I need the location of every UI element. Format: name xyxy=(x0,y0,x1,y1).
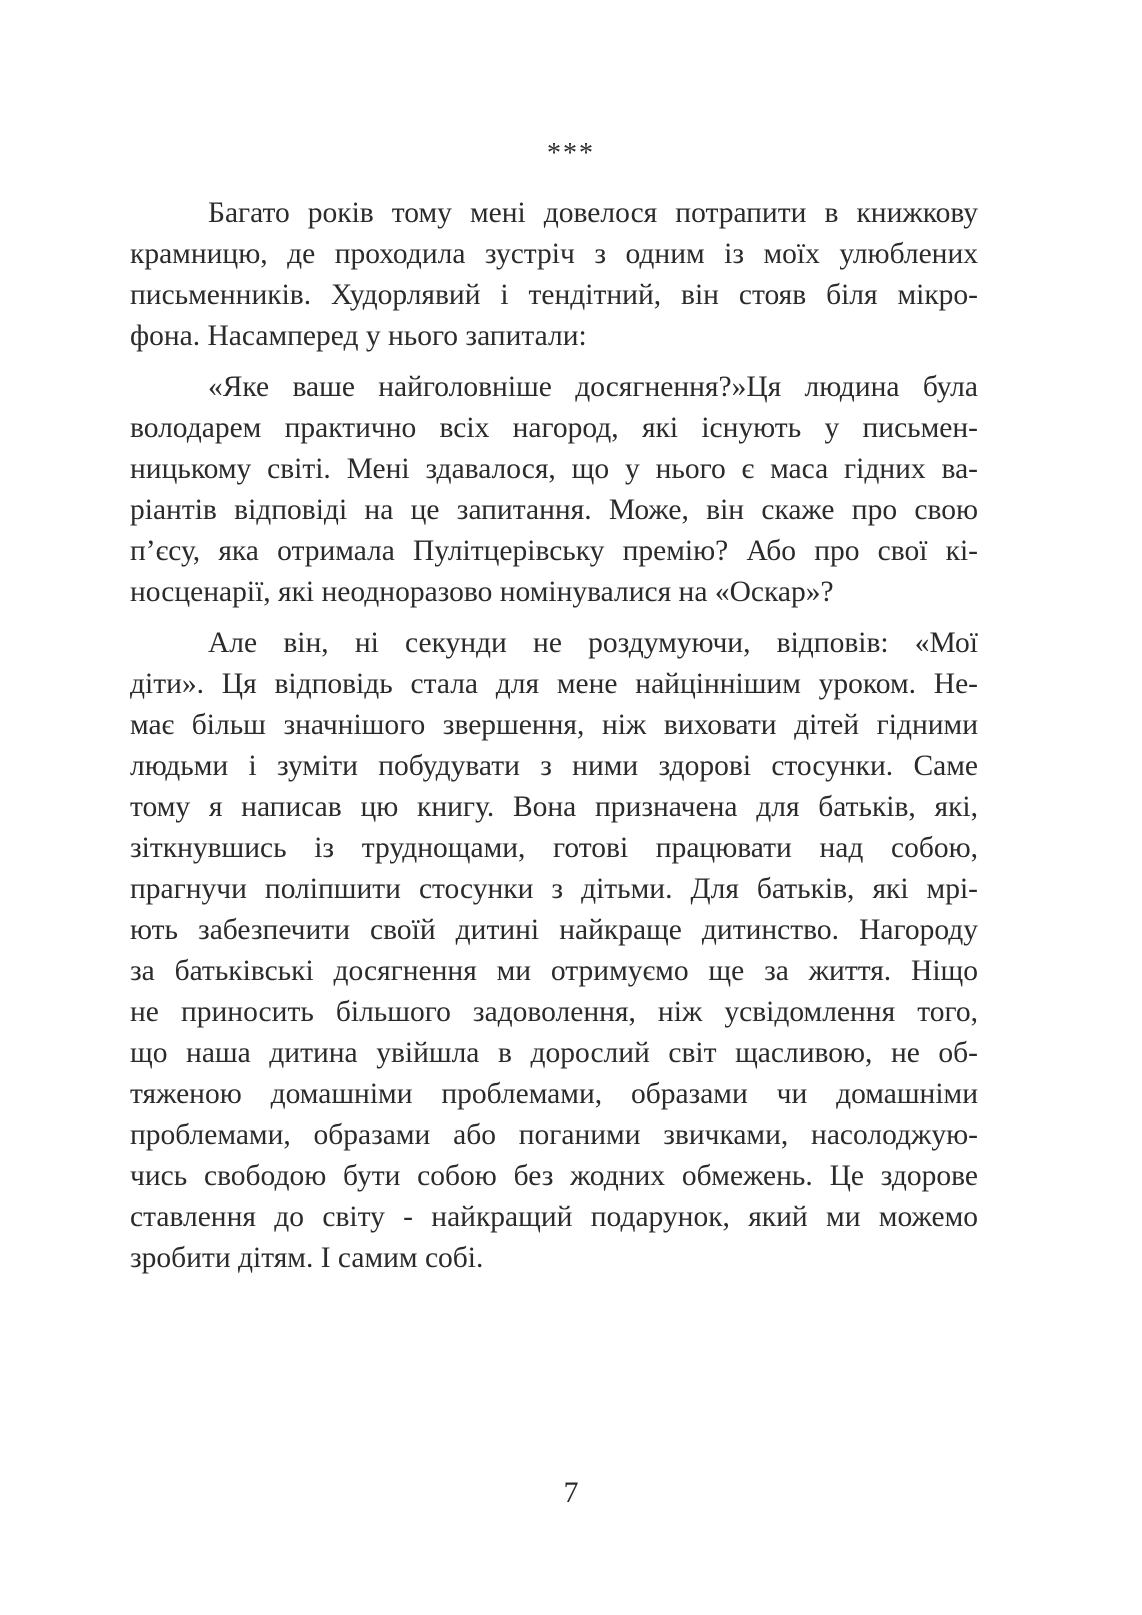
text-line: Але він, ні секунди не роздумуючи, відповів: «Мої xyxy=(208,627,978,659)
text-line: ріантів відповіді на це запитання. Може, він скаже про свою xyxy=(130,494,978,526)
text-line: прагнучи поліпшити стосунки з дітьми. Для батьків, які мрі- xyxy=(130,873,978,905)
text-line: ють забезпечити своїй дитині найкраще дитинство. Нагороду xyxy=(130,914,978,946)
text-line: ницькому світі. Мені здавалося, що у нього є маса гідних ва- xyxy=(130,453,978,485)
text-line: письменників. Худорлявий і тендітний, він стояв біля мікро- xyxy=(130,279,978,311)
text-line: зіткнувшись із труднощами, готові працювати над собою, xyxy=(130,832,978,864)
text-line: володарем практично всіх нагород, які існують у письмен- xyxy=(130,412,978,444)
text-line: чись свободою бути собою без жодних обмежень. Це здорове xyxy=(130,1160,978,1192)
text-line: ставлення до світу - найкращий подарунок, який ми можемо xyxy=(130,1201,978,1233)
text-line: «Яке ваше найголовніше досягнення?»Ця людина була xyxy=(208,371,978,403)
text-line: крамницю, де проходила зустріч з одним із моїх улюблених xyxy=(130,238,978,270)
text-line: що наша дитина увійшла в дорослий світ щасливою, не об- xyxy=(130,1037,978,1069)
text-line: тяженою домашніми проблемами, образами чи домашніми xyxy=(130,1078,978,1110)
text-line: п’єсу, яка отримала Пулітцерівську премію? Або про свої кі- xyxy=(130,535,978,567)
text-line: тому я написав цю книгу. Вона призначена для батьків, які, xyxy=(130,791,978,823)
body-text xyxy=(130,193,978,1289)
paragraph xyxy=(130,193,978,357)
text-line: не приносить більшого задоволення, ніж усвідомлення того, xyxy=(130,996,978,1028)
text-line: діти». Ця відповідь стала для мене найціннішим уроком. Не- xyxy=(130,668,978,700)
text-line: носценарії, які неодноразово номінувалися на «Оскар»? xyxy=(130,576,834,608)
text-line: проблемами, образами або поганими звичками, насолоджую- xyxy=(130,1119,978,1151)
paragraph xyxy=(130,367,978,613)
text-line: людьми і зуміти побудувати з ними здорові стосунки. Саме xyxy=(130,750,978,782)
text-line: зробити дітям. І самим собі. xyxy=(130,1242,484,1274)
text-line: Багато років тому мені довелося потрапити в книжкову xyxy=(208,197,978,229)
text-line: має більш значнішого звершення, ніж виховати дітей гідними xyxy=(130,709,978,741)
text-line: за батьківські досягнення ми отримуємо ще за життя. Ніщо xyxy=(130,955,978,987)
text-line: фона. Насамперед у нього запитали: xyxy=(130,320,587,352)
section-separator: *** xyxy=(547,138,595,169)
page-number: 7 xyxy=(563,1476,579,1509)
paragraph xyxy=(130,623,978,1279)
